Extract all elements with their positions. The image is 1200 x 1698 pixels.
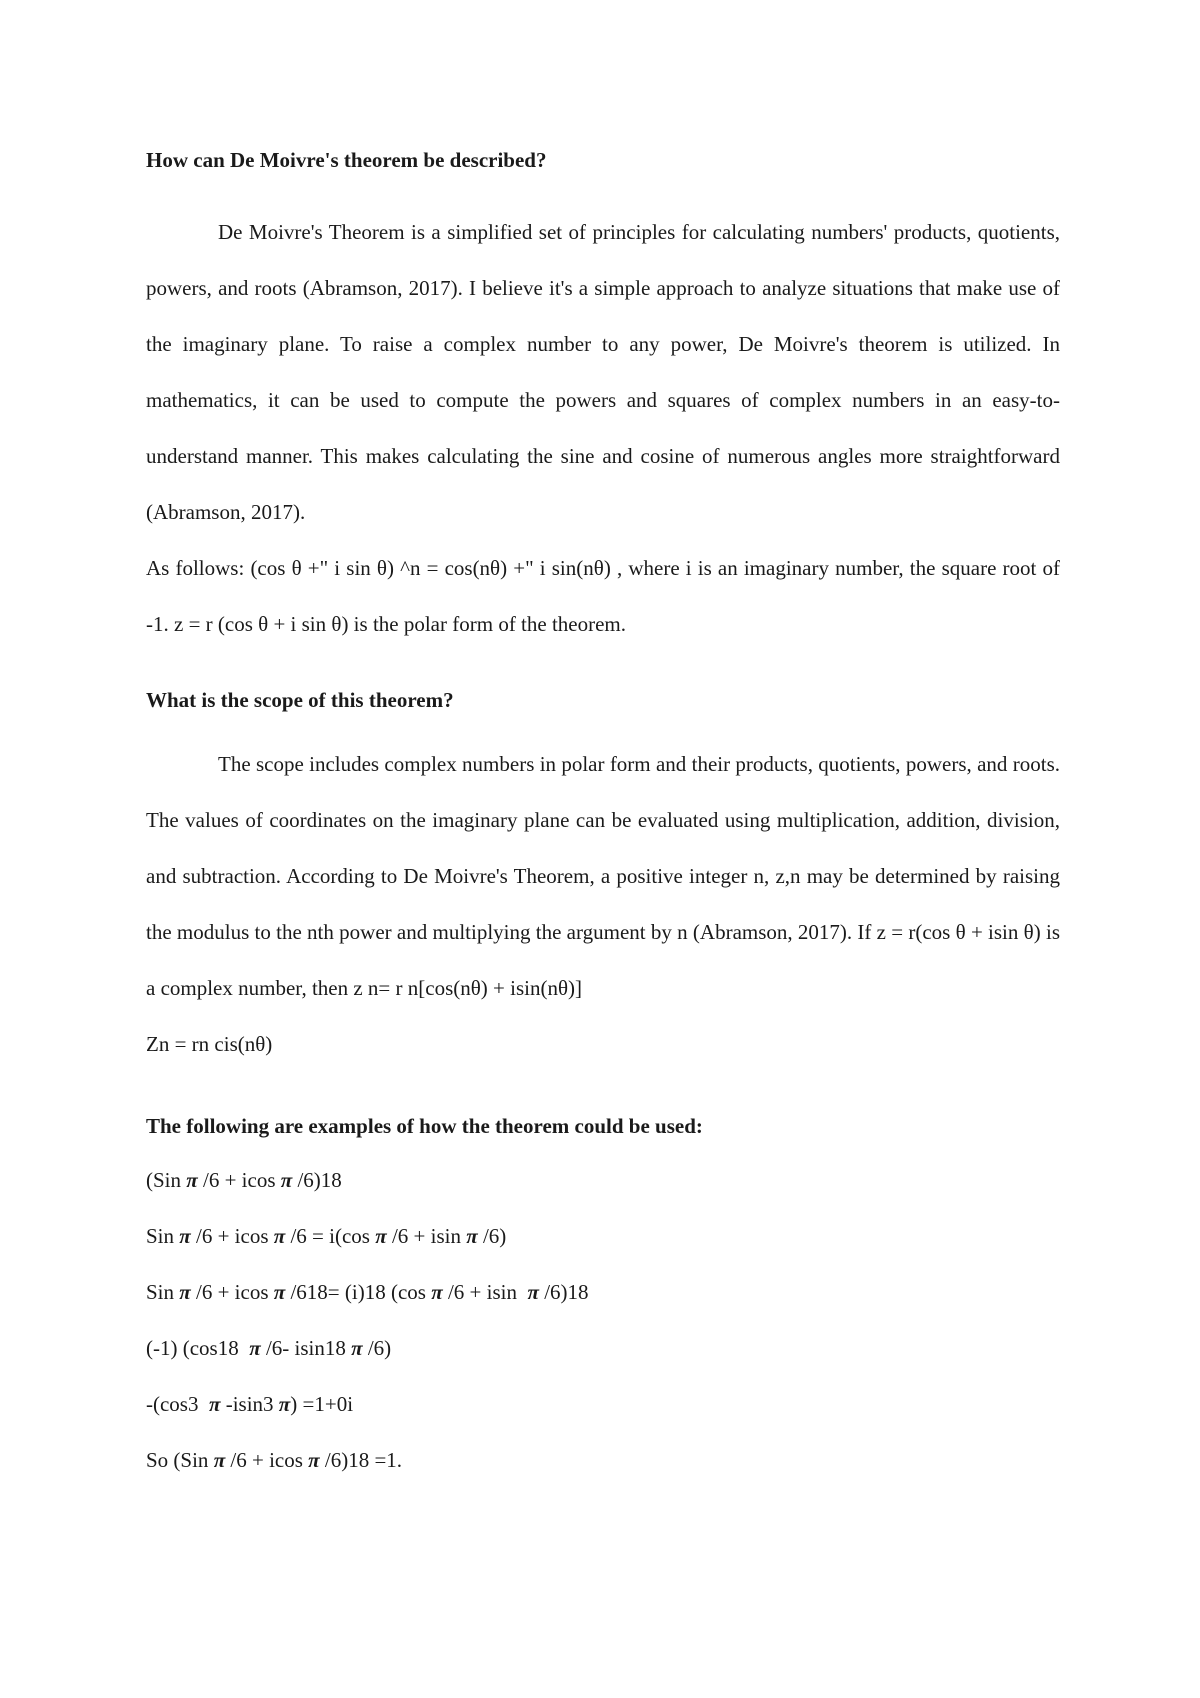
example-step (146, 1208, 1060, 1264)
step-text: /6)18 =1. (319, 1448, 403, 1472)
step-text: Sin (146, 1224, 180, 1248)
paragraph-demoivre-description: De Moivre's Theorem is a simplified set of principles for calculating numbers' products, quotients, powers, and roots (Abramson, 2017). I believe it's a simple approach to analyze situations that make use of the imaginary plane. To raise a complex number to any power, De Moivre's theorem is utilized. In mathematics, it can be used to compute the powers and squares of complex numbers in an easy-to-understand manner. This makes calculating the sine and cosine of numerous angles more straightforward (Abramson, 2017). (146, 220, 1060, 524)
pi-symbol: π (351, 1336, 363, 1360)
example-step (146, 1432, 1060, 1488)
pi-symbol: π (278, 1392, 291, 1416)
pi-symbol: π (375, 1224, 387, 1248)
formula-cis: Zn = rn cis(nθ) (146, 1032, 273, 1056)
step-text: /6) (362, 1336, 392, 1360)
step-text: Sin (146, 1280, 180, 1304)
pi-symbol: π (179, 1280, 191, 1304)
step-text: /6 + isin (386, 1224, 467, 1248)
step-text: /6 + icos (190, 1280, 274, 1304)
pi-symbol: π (273, 1280, 286, 1304)
heading-examples: The following are examples of how the theorem could be used: (146, 1114, 703, 1138)
example-step (146, 1264, 1060, 1320)
pi-symbol: π (280, 1168, 293, 1192)
step-text: (-1) (cos18 (146, 1336, 250, 1360)
step-text: /6)18 (292, 1168, 342, 1192)
heading-theorem-scope: What is the scope of this theorem? (146, 688, 454, 712)
step-text: (Sin (146, 1168, 187, 1192)
step-text: /618= (i)18 (cos (285, 1280, 432, 1304)
step-text: /6 + icos (190, 1224, 274, 1248)
example-step (146, 1152, 1060, 1208)
pi-symbol: π (466, 1224, 478, 1248)
pi-symbol: π (208, 1392, 221, 1416)
step-text: So (Sin (146, 1448, 214, 1472)
paragraph-theorem-scope: The scope includes complex numbers in polar form and their products, quotients, powers, and roots. The values of coordinates on the imaginary plane can be evaluated using multiplication, addition, division, and subtraction. According to De Moivre's Theorem, a positive integer n, z,n may be determined by raising the modulus to the nth power and multiplying the argument by n (Abramson, 2017). If z = r(cos θ + isin θ) is a complex number, then z n= r n[cos(nθ) + isin(nθ)] (146, 752, 1060, 1000)
step-text: /6 + icos (225, 1448, 309, 1472)
pi-symbol: π (527, 1280, 539, 1304)
pi-symbol: π (431, 1280, 443, 1304)
pi-symbol: π (308, 1448, 320, 1472)
step-text: /6)18 (538, 1280, 589, 1304)
example-step (146, 1376, 1060, 1432)
pi-symbol: π (273, 1224, 286, 1248)
pi-symbol: π (186, 1168, 198, 1192)
step-text: /6 + isin (442, 1280, 528, 1304)
document-page (146, 140, 1060, 1488)
step-text: ) =1+0i (290, 1392, 354, 1416)
pi-symbol: π (179, 1224, 191, 1248)
pi-symbol: π (249, 1336, 261, 1360)
step-text: /6 = i(cos (285, 1224, 376, 1248)
step-text: /6) (477, 1224, 507, 1248)
paragraph-formula: As follows: (cos θ +" i sin θ) ^n = cos(nθ) +" i sin(nθ) , where i is an imaginary number, the square root of -1. z = r (cos θ + i sin θ) is the polar form of the theorem. (146, 556, 1060, 636)
example-step (146, 1320, 1060, 1376)
step-text: -isin3 (220, 1392, 279, 1416)
pi-symbol: π (213, 1448, 226, 1472)
step-text: -(cos3 (146, 1392, 209, 1416)
heading-demoivre-description: How can De Moivre's theorem be described? (146, 148, 547, 172)
example-steps (146, 1152, 1060, 1488)
step-text: /6 + icos (197, 1168, 281, 1192)
step-text: /6- isin18 (260, 1336, 352, 1360)
